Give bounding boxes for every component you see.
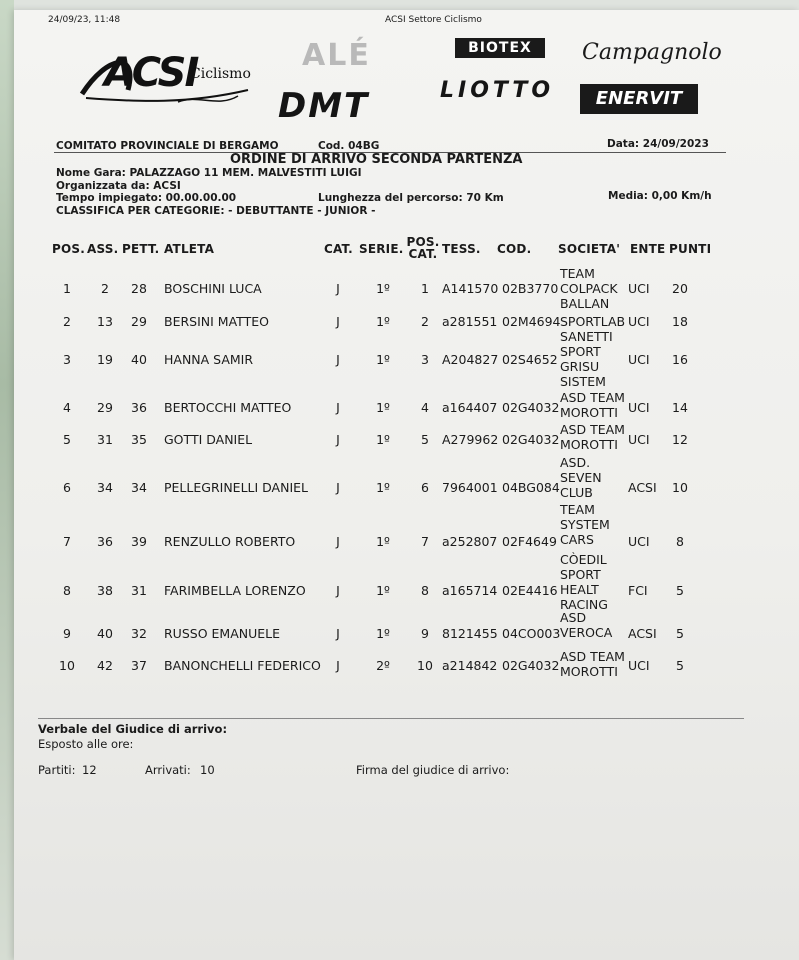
col-header-tess: TESS. [442,242,481,256]
cell-tess: a214842 [442,658,498,673]
footer-divider [38,718,744,719]
liotto-logo: LIOTTO [440,78,555,103]
cell-cat: J [336,432,340,447]
cell-cat: J [336,480,340,495]
cell-ente: ACSI [628,626,657,641]
cell-societa: ASD TEAM MOROTTI [560,390,625,420]
cell-cod: 02B3770 [502,281,559,296]
cell-serie: 1º [376,480,390,495]
col-header-societa: SOCIETA' [558,242,621,256]
cell-cat: J [336,658,340,673]
firma-label: Firma del giudice di arrivo: [356,763,510,777]
cell-punti: 14 [672,400,688,415]
acsi-logo-subtext: Ciclismo [190,66,251,82]
cell-poscat: 5 [421,432,429,447]
cell-ente: UCI [628,534,650,549]
cell-ente: UCI [628,281,650,296]
cell-poscat: 3 [421,352,429,367]
cell-cat: J [336,400,340,415]
document-title: ORDINE DI ARRIVO SECONDA PARTENZA [230,152,523,167]
cell-pett: 31 [131,583,147,598]
cell-atleta: RUSSO EMANUELE [164,626,281,641]
partiti-value: 12 [82,763,97,777]
col-header-poscat: POS. CAT. [406,235,440,261]
cell-serie: 1º [376,281,390,296]
cell-societa: SANETTI SPORT GRISU SISTEM [560,329,613,389]
cell-ente: UCI [628,352,650,367]
cell-poscat: 9 [421,626,429,641]
cell-punti: 5 [676,626,684,641]
cell-punti: 16 [672,352,688,367]
cell-tess: A279962 [442,432,499,447]
cell-cod: 02M4694 [502,314,561,329]
cell-cod: 02E4416 [502,583,558,598]
cell-ente: UCI [628,314,650,329]
cell-cod: 02G4032 [502,658,560,673]
cell-poscat: 7 [421,534,429,549]
cell-tess: 8121455 [442,626,498,641]
col-header-atleta: ATLETA [164,242,215,256]
cell-ass: 42 [97,658,113,673]
cell-poscat: 10 [417,658,433,673]
cell-tess: A141570 [442,281,499,296]
cell-ente: FCI [628,583,648,598]
cell-cod: 02F4649 [502,534,557,549]
cell-pett: 37 [131,658,147,673]
cell-atleta: PELLEGRINELLI DANIEL [164,480,309,495]
cell-serie: 1º [376,626,390,641]
cell-poscat: 1 [421,281,429,296]
cell-societa: CÒEDIL SPORT HEALT RACING [560,552,608,612]
cell-cod: 02G4032 [502,400,560,415]
cell-cod: 04BG084 [502,480,560,495]
cell-serie: 1º [376,534,390,549]
cell-ass: 19 [97,352,113,367]
cell-pos: 10 [59,658,75,673]
race-date: Data: 24/09/2023 [607,138,709,150]
cell-poscat: 6 [421,480,429,495]
cell-atleta: BANONCHELLI FEDERICO [164,658,321,673]
cell-serie: 1º [376,352,390,367]
background-edge [0,0,14,960]
cell-serie: 2º [376,658,390,673]
verbale-label: Verbale del Giudice di arrivo: [38,722,228,736]
cell-societa: ASD TEAM MOROTTI [560,422,625,452]
elapsed-time: Tempo impiegato: 00.00.00.00 [56,192,237,204]
cell-societa: TEAM SYSTEM CARS [560,502,610,547]
cell-pos: 9 [63,626,71,641]
ale-logo: ALÉ [302,38,371,73]
cell-serie: 1º [376,583,390,598]
classification: CLASSIFICA PER CATEGORIE: - DEBUTTANTE - JUNIOR - [56,205,376,217]
cell-societa: ASD VEROCA [560,610,613,640]
cell-punti: 12 [672,432,688,447]
cell-ass: 13 [97,314,113,329]
campagnolo-logo: Campagnolo [582,40,722,65]
cell-tess: a281551 [442,314,498,329]
cell-poscat: 2 [421,314,429,329]
arrivati-label: Arrivati: [145,763,191,777]
cell-cat: J [336,352,340,367]
course-length: Lunghezza del percorso: 70 Km [318,192,504,204]
cell-pos: 4 [63,400,71,415]
cell-ass: 38 [97,583,113,598]
cell-tess: 7964001 [442,480,498,495]
cell-atleta: RENZULLO ROBERTO [164,534,296,549]
print-page-title: ACSI Settore Ciclismo [385,15,482,25]
cell-pett: 36 [131,400,147,415]
biotex-logo: BIOTEX [455,38,545,58]
cell-pos: 6 [63,480,71,495]
cell-punti: 5 [676,658,684,673]
cell-ass: 40 [97,626,113,641]
cell-pett: 29 [131,314,147,329]
esposto-label: Esposto alle ore: [38,737,134,751]
cell-ass: 2 [101,281,109,296]
cell-punti: 10 [672,480,688,495]
average-speed: Media: 0,00 Km/h [608,190,712,202]
cell-ente: ACSI [628,480,657,495]
cell-tess: a252807 [442,534,498,549]
cell-atleta: BERSINI MATTEO [164,314,269,329]
cell-poscat: 4 [421,400,429,415]
cell-serie: 1º [376,432,390,447]
cell-ente: UCI [628,658,650,673]
cell-punti: 18 [672,314,688,329]
cell-atleta: BOSCHINI LUCA [164,281,262,296]
cell-ass: 31 [97,432,113,447]
col-header-cod: COD. [497,242,532,256]
cell-societa: SPORTLAB [560,314,626,329]
cell-ass: 34 [97,480,113,495]
col-header-pos: POS. [52,242,85,256]
cell-atleta: HANNA SAMIR [164,352,254,367]
col-header-punti: PUNTI [669,242,712,256]
cell-pos: 8 [63,583,71,598]
cell-serie: 1º [376,314,390,329]
organizer: Organizzata da: ACSI [56,180,181,192]
cell-pett: 32 [131,626,147,641]
cell-cod: 04CO003 [502,626,561,641]
col-header-serie: SERIE. [359,242,404,256]
acsi-logo-text: ACSI [104,50,198,96]
acsi-logo [68,50,258,120]
cell-cat: J [336,583,340,598]
cell-atleta: FARIMBELLA LORENZO [164,583,306,598]
dmt-logo: DMT [278,86,370,126]
arrivati-value: 10 [200,763,215,777]
cell-pos: 7 [63,534,71,549]
cell-cat: J [336,626,340,641]
committee: COMITATO PROVINCIALE DI BERGAMO [56,140,279,152]
col-header-pett: PETT. [122,242,160,256]
cell-cat: J [336,281,340,296]
cell-pett: 40 [131,352,147,367]
cell-pett: 39 [131,534,147,549]
cell-poscat: 8 [421,583,429,598]
cell-punti: 5 [676,583,684,598]
cell-atleta: GOTTI DANIEL [164,432,253,447]
cell-cat: J [336,534,340,549]
cell-tess: a164407 [442,400,498,415]
cell-serie: 1º [376,400,390,415]
cell-pos: 5 [63,432,71,447]
cell-societa: TEAM COLPACK BALLAN [560,266,618,311]
print-timestamp: 24/09/23, 11:48 [48,15,121,25]
enervit-logo: ENERVIT [580,84,698,114]
partiti-label: Partiti: [38,763,76,777]
cell-tess: A204827 [442,352,499,367]
cell-pos: 3 [63,352,71,367]
col-header-ente: ENTE [630,242,666,256]
cell-tess: a165714 [442,583,498,598]
cell-pett: 34 [131,480,147,495]
cell-cat: J [336,314,340,329]
cell-punti: 20 [672,281,688,296]
cell-ente: UCI [628,400,650,415]
cell-punti: 8 [676,534,684,549]
cell-pos: 2 [63,314,71,329]
cell-societa: ASD TEAM MOROTTI [560,649,625,679]
race-code: Cod. 04BG [318,140,380,152]
cell-atleta: BERTOCCHI MATTEO [164,400,292,415]
cell-ente: UCI [628,432,650,447]
cell-cod: 02G4032 [502,432,560,447]
cell-pett: 35 [131,432,147,447]
cell-pett: 28 [131,281,147,296]
race-name: Nome Gara: PALAZZAGO 11 MEM. MALVESTITI LUIGI [56,167,362,179]
col-header-ass: ASS. [87,242,119,256]
cell-ass: 36 [97,534,113,549]
cell-societa: ASD. SEVEN CLUB [560,455,602,500]
col-header-cat: CAT. [324,242,353,256]
cell-pos: 1 [63,281,71,296]
cell-ass: 29 [97,400,113,415]
cell-cod: 02S4652 [502,352,558,367]
